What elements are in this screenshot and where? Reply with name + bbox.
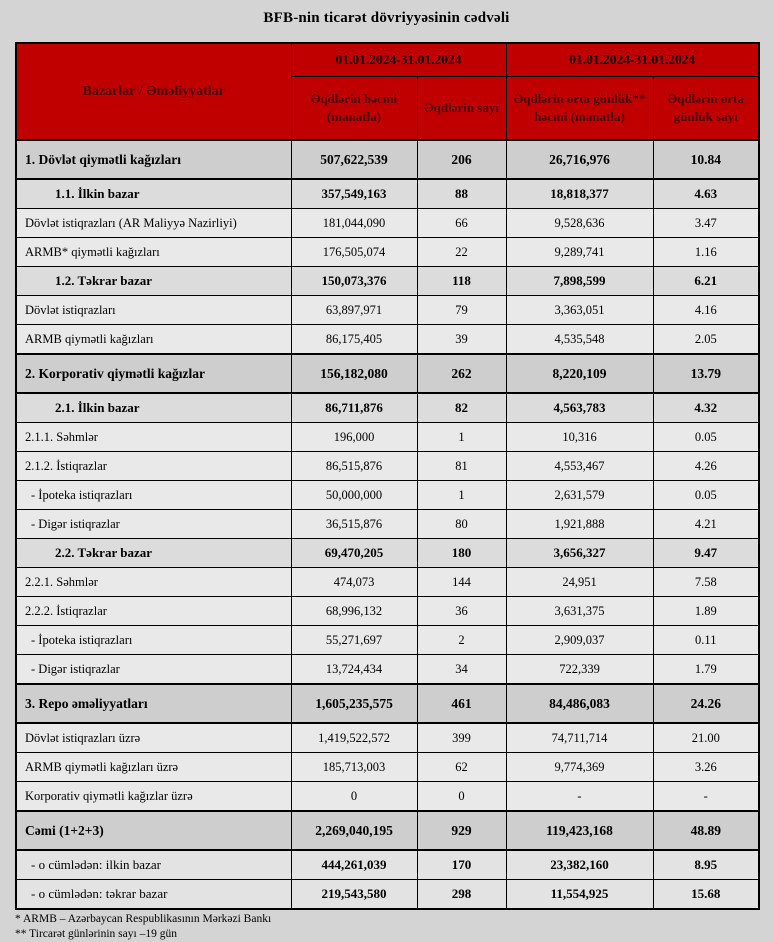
column-header-avg-daily-volume: Əqdlərin orta günlük** həcmi (manatla)	[506, 77, 653, 141]
footnotes	[15, 912, 758, 942]
period-header-1: 01.01.2024-31.01.2024	[291, 43, 506, 77]
row-value: 9,774,369	[506, 753, 653, 782]
row-value: 181,044,090	[291, 209, 417, 238]
row-value: 0.05	[653, 423, 759, 452]
row-value: 8,220,109	[506, 354, 653, 393]
row-value: 48.89	[653, 811, 759, 850]
row-label: - Digər istiqrazlar	[16, 655, 291, 685]
row-value: 55,271,697	[291, 626, 417, 655]
row-label: Cəmi (1+2+3)	[16, 811, 291, 850]
row-label: 1.2. Təkrar bazar	[16, 267, 291, 296]
footnote-armb: * ARMB – Azərbaycan Respublikasının Mərkəzi Bankı	[15, 913, 272, 925]
row-value: 22	[417, 238, 506, 267]
table-row	[16, 753, 759, 782]
row-value: 13,724,434	[291, 655, 417, 685]
row-label: - o cümlədən: təkrar bazar	[16, 880, 291, 910]
row-label: Dövlət istiqrazları üzrə	[16, 723, 291, 753]
footnote-trading-days: ** Tircarət günlərinin sayı –19 gün	[15, 927, 177, 940]
row-value: 39	[417, 325, 506, 355]
row-label: - Digər istiqrazlar	[16, 510, 291, 539]
table-row	[16, 296, 759, 325]
row-value: -	[653, 782, 759, 812]
row-value: 8.95	[653, 850, 759, 880]
table-row	[16, 568, 759, 597]
table-row	[16, 539, 759, 568]
row-label: 3. Repo əməliyyatları	[16, 684, 291, 723]
row-value: 119,423,168	[506, 811, 653, 850]
row-value: 118	[417, 267, 506, 296]
row-value: 3.47	[653, 209, 759, 238]
row-value: 34	[417, 655, 506, 685]
row-value: 9,289,741	[506, 238, 653, 267]
row-label: - o cümlədən: ilkin bazar	[16, 850, 291, 880]
row-value: 929	[417, 811, 506, 850]
row-value: 26,716,976	[506, 140, 653, 179]
row-value: 4.32	[653, 393, 759, 423]
row-value: 185,713,003	[291, 753, 417, 782]
row-value: 24.26	[653, 684, 759, 723]
row-value: 1.16	[653, 238, 759, 267]
row-value: 4,535,548	[506, 325, 653, 355]
row-value: 4.63	[653, 179, 759, 209]
table-body	[16, 140, 759, 909]
row-value: 474,073	[291, 568, 417, 597]
row-label: 2.1.2. İstiqrazlar	[16, 452, 291, 481]
row-value: 2.05	[653, 325, 759, 355]
row-value: 3.26	[653, 753, 759, 782]
table-row	[16, 684, 759, 723]
header-row-periods	[16, 43, 759, 77]
row-value: 86,515,876	[291, 452, 417, 481]
row-value: 86,175,405	[291, 325, 417, 355]
table-row	[16, 811, 759, 850]
row-value: 18,818,377	[506, 179, 653, 209]
row-value: 1	[417, 423, 506, 452]
row-label: Korporativ qiymətli kağızlar üzrə	[16, 782, 291, 812]
row-value: 150,073,376	[291, 267, 417, 296]
row-label: 1. Dövlət qiymətli kağızları	[16, 140, 291, 179]
row-label: ARMB qiymətli kağızları	[16, 325, 291, 355]
row-value: 3,363,051	[506, 296, 653, 325]
row-label: 2.2.2. İstiqrazlar	[16, 597, 291, 626]
table-row	[16, 238, 759, 267]
table-row	[16, 626, 759, 655]
row-value: 461	[417, 684, 506, 723]
table-row	[16, 723, 759, 753]
row-value: 0.11	[653, 626, 759, 655]
row-value: 4.21	[653, 510, 759, 539]
table-row	[16, 880, 759, 910]
row-value: 10,316	[506, 423, 653, 452]
row-value: 262	[417, 354, 506, 393]
row-value: 2,269,040,195	[291, 811, 417, 850]
row-value: 9,528,636	[506, 209, 653, 238]
row-value: 4.26	[653, 452, 759, 481]
table-row	[16, 850, 759, 880]
row-label: - İpoteka istiqrazları	[16, 481, 291, 510]
row-value: 11,554,925	[506, 880, 653, 910]
table-row	[16, 209, 759, 238]
row-value: 180	[417, 539, 506, 568]
row-value: 0.05	[653, 481, 759, 510]
corner-header-cell: Bazarlar / Əməliyyatlar	[16, 43, 291, 140]
row-value: 15.68	[653, 880, 759, 910]
row-value: 36,515,876	[291, 510, 417, 539]
row-value: 63,897,971	[291, 296, 417, 325]
row-label: - İpoteka istiqrazları	[16, 626, 291, 655]
trading-turnover-table	[15, 42, 760, 910]
table-row	[16, 510, 759, 539]
row-label: Dövlət istiqrazları	[16, 296, 291, 325]
row-value: 7,898,599	[506, 267, 653, 296]
row-value: 69,470,205	[291, 539, 417, 568]
row-label: 2.2.1. Səhmlər	[16, 568, 291, 597]
row-value: 66	[417, 209, 506, 238]
row-value: 4,563,783	[506, 393, 653, 423]
row-value: 507,622,539	[291, 140, 417, 179]
row-value: 176,505,074	[291, 238, 417, 267]
row-value: 298	[417, 880, 506, 910]
table-row	[16, 597, 759, 626]
row-value: 10.84	[653, 140, 759, 179]
row-value: 196,000	[291, 423, 417, 452]
row-value: 24,951	[506, 568, 653, 597]
row-label: 2. Korporativ qiymətli kağızlar	[16, 354, 291, 393]
row-value: 82	[417, 393, 506, 423]
table-row	[16, 140, 759, 179]
row-value: 1.79	[653, 655, 759, 685]
row-value: 23,382,160	[506, 850, 653, 880]
table-row	[16, 393, 759, 423]
table-row	[16, 423, 759, 452]
period-header-2: 01.01.2024-31.01.2024	[506, 43, 759, 77]
row-value: 36	[417, 597, 506, 626]
page-title: BFB-nin ticarət dövriyyəsinin cədvəli	[263, 10, 510, 26]
row-value: 1,605,235,575	[291, 684, 417, 723]
table-row	[16, 481, 759, 510]
row-label: ARMB qiymətli kağızları üzrə	[16, 753, 291, 782]
row-value: 9.47	[653, 539, 759, 568]
row-value: 4,553,467	[506, 452, 653, 481]
row-value: 444,261,039	[291, 850, 417, 880]
row-value: 144	[417, 568, 506, 597]
row-value: 80	[417, 510, 506, 539]
row-label: ARMB* qiymətli kağızları	[16, 238, 291, 267]
row-label: 2.1.1. Səhmlər	[16, 423, 291, 452]
row-value: 1	[417, 481, 506, 510]
column-header-count: Əqdlərin sayı	[417, 77, 506, 141]
table-row	[16, 782, 759, 812]
row-value: 1,419,522,572	[291, 723, 417, 753]
column-header-avg-daily-count: Əqdlərin orta günlük sayı	[653, 77, 759, 141]
table-row	[16, 325, 759, 355]
row-value: 1,921,888	[506, 510, 653, 539]
row-value: 7.58	[653, 568, 759, 597]
row-value: 81	[417, 452, 506, 481]
row-value: 3,631,375	[506, 597, 653, 626]
row-value: 3,656,327	[506, 539, 653, 568]
row-label: 2.2. Təkrar bazar	[16, 539, 291, 568]
row-value: -	[506, 782, 653, 812]
row-value: 156,182,080	[291, 354, 417, 393]
table-row	[16, 354, 759, 393]
row-label: 1.1. İlkin bazar	[16, 179, 291, 209]
row-value: 62	[417, 753, 506, 782]
row-value: 86,711,876	[291, 393, 417, 423]
row-value: 1.89	[653, 597, 759, 626]
row-value: 50,000,000	[291, 481, 417, 510]
row-value: 2,631,579	[506, 481, 653, 510]
row-value: 4.16	[653, 296, 759, 325]
row-value: 722,339	[506, 655, 653, 685]
row-value: 219,543,580	[291, 880, 417, 910]
row-label: 2.1. İlkin bazar	[16, 393, 291, 423]
row-value: 206	[417, 140, 506, 179]
row-value: 21.00	[653, 723, 759, 753]
row-value: 68,996,132	[291, 597, 417, 626]
row-value: 170	[417, 850, 506, 880]
row-value: 2	[417, 626, 506, 655]
row-value: 399	[417, 723, 506, 753]
row-value: 13.79	[653, 354, 759, 393]
row-value: 2,909,037	[506, 626, 653, 655]
table-header	[16, 43, 759, 140]
table-row	[16, 267, 759, 296]
row-value: 88	[417, 179, 506, 209]
table-row	[16, 179, 759, 209]
row-value: 357,549,163	[291, 179, 417, 209]
row-value: 84,486,083	[506, 684, 653, 723]
row-value: 79	[417, 296, 506, 325]
row-value: 6.21	[653, 267, 759, 296]
table-row	[16, 655, 759, 685]
table-row	[16, 452, 759, 481]
row-value: 0	[417, 782, 506, 812]
row-value: 74,711,714	[506, 723, 653, 753]
row-label: Dövlət istiqrazları (AR Maliyyə Nazirliyi)	[16, 209, 291, 238]
column-header-volume: Əqdlərin həcmi (manatla)	[291, 77, 417, 141]
row-value: 0	[291, 782, 417, 812]
